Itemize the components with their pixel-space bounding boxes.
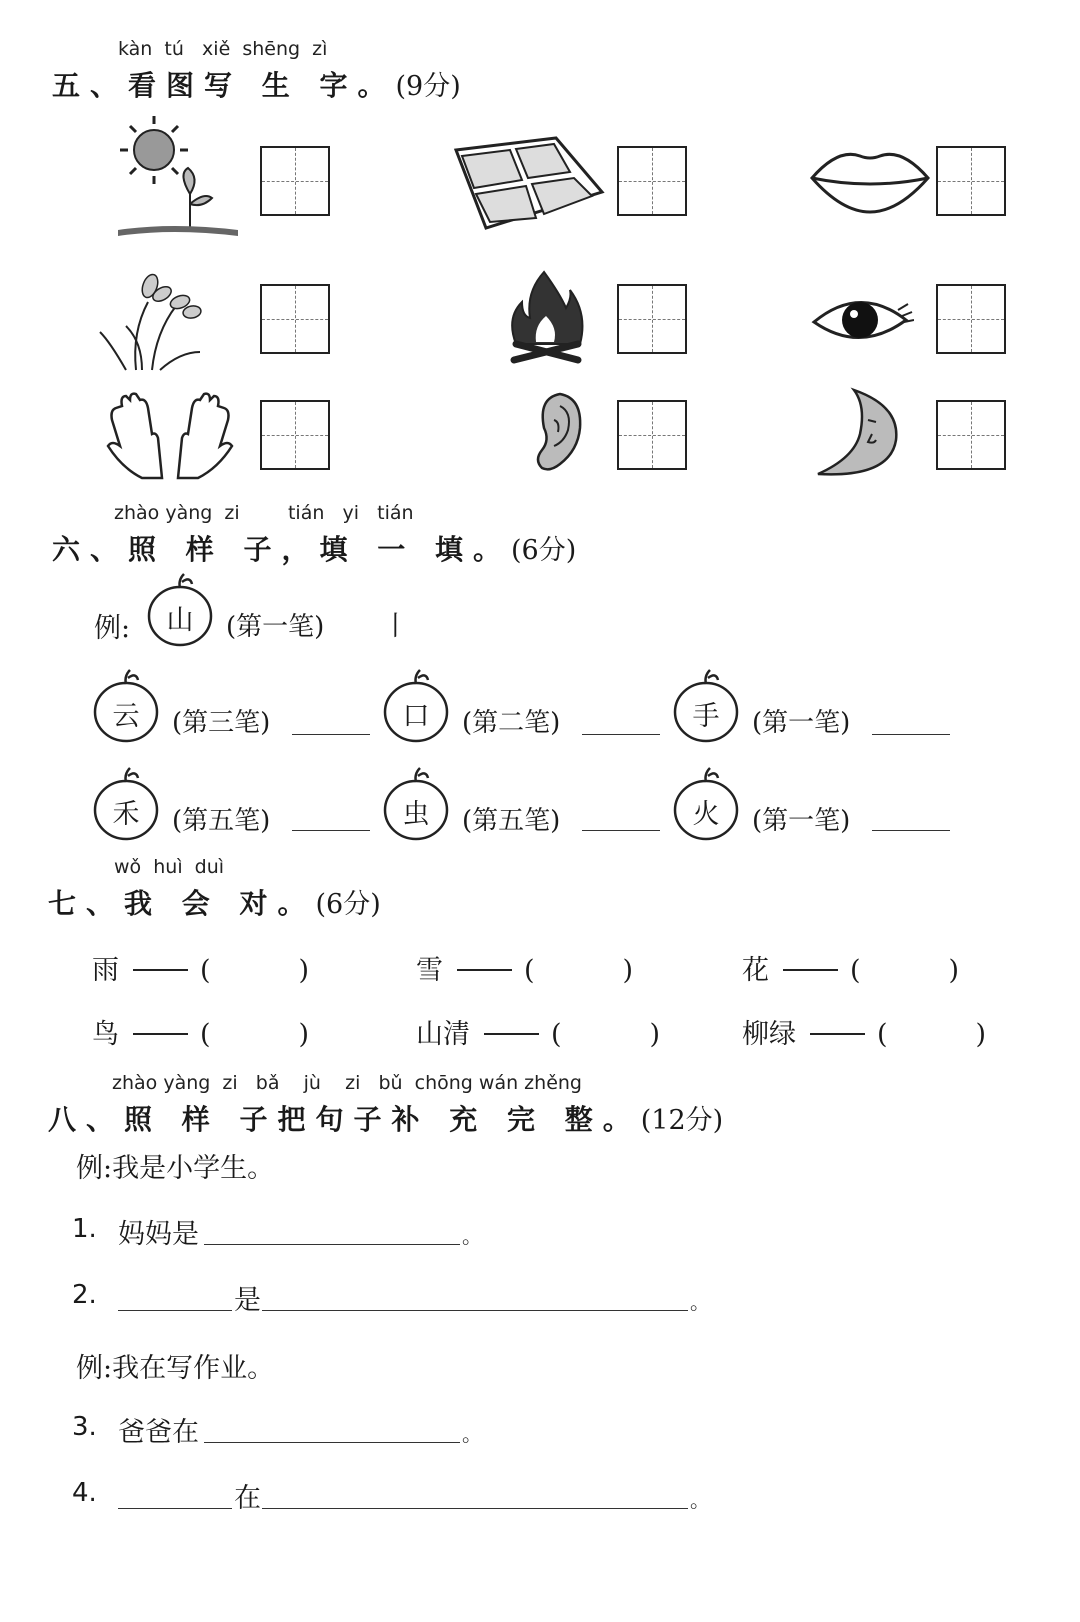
apple-char <box>382 668 450 744</box>
answer-blank[interactable] <box>292 830 370 831</box>
eye-icon <box>810 290 914 350</box>
answer-grid[interactable] <box>260 400 330 470</box>
sec6-title <box>52 528 576 568</box>
question-text: 是 <box>234 1285 261 1316</box>
pair-word: 雪 <box>416 955 443 986</box>
pair-item <box>416 948 633 987</box>
question-text: 爸爸在 <box>118 1417 199 1448</box>
stroke-label: (第一笔) <box>226 612 325 642</box>
sec8-title <box>48 1098 723 1138</box>
pair-dash <box>133 1033 188 1035</box>
sec8-title-text: 八、照 样 子把句子补 充 完 整 <box>48 1103 603 1136</box>
sentence-period: 。 <box>690 1290 710 1314</box>
sun-sprout-icon <box>112 112 242 242</box>
sec7-pinyin: wǒ huì duì <box>114 856 225 878</box>
answer-grid[interactable] <box>617 400 687 470</box>
apple-char <box>92 766 160 842</box>
sec5-title-dot: 。 <box>357 69 396 102</box>
answer-grid[interactable] <box>260 146 330 216</box>
apple-char <box>672 766 740 842</box>
answer-blank[interactable] <box>118 1310 232 1311</box>
sec8-title-dot: 。 <box>602 1103 641 1136</box>
apple-char <box>92 668 160 744</box>
pair-item <box>742 1012 986 1051</box>
mouth-icon <box>808 146 932 216</box>
answer-grid[interactable] <box>260 284 330 354</box>
sec8-score: (12分) <box>640 1105 724 1136</box>
pair-dash <box>810 1033 865 1035</box>
pair-word: 鸟 <box>92 1019 119 1050</box>
paren-close: ) <box>622 955 634 986</box>
sec6-example-label: 例: <box>94 613 131 644</box>
fire-icon <box>504 268 588 368</box>
pair-dash <box>783 969 838 971</box>
pair-word: 柳绿 <box>742 1019 796 1050</box>
paren-close: ) <box>975 1019 987 1050</box>
apple-char-text: 口 <box>402 701 430 732</box>
answer-grid[interactable] <box>936 400 1006 470</box>
stroke-label: (第一笔) <box>752 708 851 738</box>
pair-word: 山清 <box>416 1019 470 1050</box>
sentence-period: 。 <box>462 1224 482 1248</box>
stroke-label: (第五笔) <box>172 806 271 836</box>
answer-blank[interactable] <box>118 1508 232 1509</box>
question-number: 1. <box>72 1214 97 1244</box>
apple-char-text: 虫 <box>402 799 430 830</box>
sec8-example-1: 例:我是小学生。 <box>76 1153 275 1184</box>
paren-close: ) <box>649 1019 661 1050</box>
stroke-label: (第三笔) <box>172 708 271 738</box>
pair-item <box>92 948 309 987</box>
sec5-pinyin: kàn tú xiě shēng zì <box>118 38 328 60</box>
question-number: 4. <box>72 1478 97 1508</box>
answer-grid[interactable] <box>936 146 1006 216</box>
field-icon <box>446 130 606 234</box>
answer-blank[interactable] <box>872 830 950 831</box>
sec6-pinyin: zhào yàng zi tián yi tián <box>114 502 414 524</box>
answer-blank[interactable] <box>262 1310 688 1311</box>
rice-icon <box>96 272 206 372</box>
sec7-title <box>48 882 381 922</box>
paren-close: ) <box>298 955 310 986</box>
sec5-title-text: 五、看图写 生 字 <box>52 69 358 102</box>
pair-item <box>742 948 959 987</box>
paren-open: ( <box>551 1019 562 1050</box>
apple-char-text: 云 <box>112 701 140 732</box>
question-text: 妈妈是 <box>118 1219 199 1250</box>
apple-char-text: 火 <box>692 799 720 830</box>
pair-dash <box>457 969 512 971</box>
paren-close: ) <box>298 1019 310 1050</box>
sentence-period: 。 <box>690 1488 710 1512</box>
answer-blank[interactable] <box>292 734 370 735</box>
sec5-score: (9分) <box>395 71 461 102</box>
paren-close: ) <box>948 955 960 986</box>
pair-item <box>92 1012 309 1051</box>
answer-blank[interactable] <box>872 734 950 735</box>
sec5-title <box>52 64 461 104</box>
question-number: 2. <box>72 1280 97 1310</box>
paren-open: ( <box>524 955 535 986</box>
apple-char <box>146 572 214 648</box>
sentence-period: 。 <box>462 1422 482 1446</box>
pair-dash <box>133 969 188 971</box>
apple-char-text: 禾 <box>112 799 140 830</box>
sec7-title-dot: 。 <box>277 887 316 920</box>
apple-char-text: 手 <box>692 701 720 732</box>
apple-char-text: 山 <box>166 605 194 636</box>
answer-grid[interactable] <box>617 284 687 354</box>
apple-char <box>672 668 740 744</box>
hands-icon <box>102 388 238 480</box>
stroke-label: (第二笔) <box>462 708 561 738</box>
answer-blank[interactable] <box>204 1244 460 1245</box>
example-answer: 丨 <box>382 611 409 642</box>
question-text: 在 <box>234 1483 261 1514</box>
sec6-title-dot: 。 <box>473 533 512 566</box>
answer-blank[interactable] <box>582 830 660 831</box>
apple-char <box>382 766 450 842</box>
sec7-score: (6分) <box>315 889 381 920</box>
paren-open: ( <box>200 955 211 986</box>
stroke-label: (第五笔) <box>462 806 561 836</box>
sec6-score: (6分) <box>511 535 577 566</box>
paren-open: ( <box>877 1019 888 1050</box>
sec6-title-text: 六、照 样 子，填 一 填 <box>52 533 473 566</box>
stroke-label: (第一笔) <box>752 806 851 836</box>
moon-icon <box>810 386 900 480</box>
pair-dash <box>484 1033 539 1035</box>
answer-blank[interactable] <box>204 1442 460 1443</box>
sec8-pinyin: zhào yàng zi bǎ jù zi bǔ chōng wán zhěng <box>112 1072 582 1094</box>
ear-icon <box>530 390 584 474</box>
answer-grid[interactable] <box>617 146 687 216</box>
pair-word: 花 <box>742 955 769 986</box>
answer-grid[interactable] <box>936 284 1006 354</box>
answer-blank[interactable] <box>582 734 660 735</box>
question-number: 3. <box>72 1412 97 1442</box>
paren-open: ( <box>200 1019 211 1050</box>
pair-word: 雨 <box>92 955 119 986</box>
pair-item <box>416 1012 660 1051</box>
paren-open: ( <box>850 955 861 986</box>
sec7-title-text: 七、我 会 对 <box>48 887 278 920</box>
sec8-example-2: 例:我在写作业。 <box>76 1353 275 1384</box>
answer-blank[interactable] <box>262 1508 688 1509</box>
